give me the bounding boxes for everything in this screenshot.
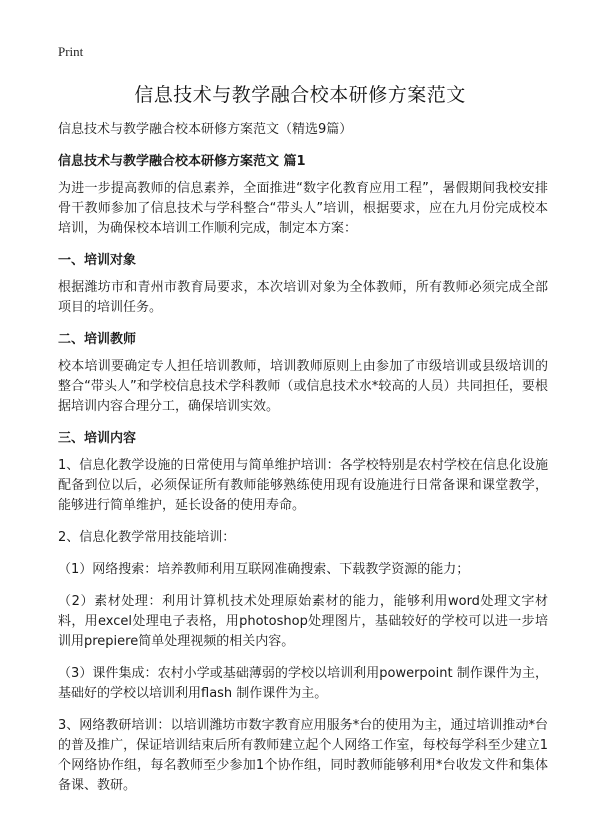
document-subtitle: 信息技术与教学融合校本研修方案范文（精选9篇）: [58, 122, 353, 137]
article-heading: 信息技术与教学融合校本研修方案范文 篇1: [58, 154, 306, 169]
page-title: 信息技术与教学融合校本研修方案范文: [134, 84, 466, 106]
intro-paragraph: 为进一步提高教师的信息素养，全面推进“数字化教育应用工程”，暑假期间我校安排骨干教师参加了信息技术与学科整合“带头人”培训，根据要求，应在九月份完成校本培训，为确保校本培训工作顺利完成，制定本方案：: [58, 181, 548, 236]
section-paragraph: （2）素材处理：利用计算机技术处理原始素材的能力，能够利用word处理文字材料，用excel处理电子表格，用photoshop处理图片，基础较好的学校可以进一步培训用prepiere简单处理视频的相关内容。: [58, 594, 548, 649]
section-paragraph: 1、信息化教学设施的日常使用与简单维护培训：各学校特别是农村学校在信息化设施配备到位以后，必须保证所有教师能够熟练使用现有设施进行日常备课和课堂教学，能够进行简单维护，延长设备的使用寿命。: [58, 458, 548, 513]
print-link[interactable]: Print: [58, 44, 84, 59]
section-heading-targets: 一、培训对象: [58, 253, 137, 268]
section-paragraph: （3）课件集成：农村小学或基础薄弱的学校以培训利用powerpoint 制作课件为主，基础好的学校以培训利用flash 制作课件为主。: [58, 666, 548, 701]
section-paragraph: （1）网络搜索：培养教师利用互联网准确搜索、下载教学资源的能力；: [58, 562, 470, 577]
section-paragraph: 2、信息化教学常用技能培训：: [58, 530, 236, 545]
section-paragraph: 校本培训要确定专人担任培训教师，培训教师原则上由参加了市级培训或县级培训的整合“带头人”和学校信息技术学科教师（或信息技术水*较高的人员）共同担任，要根据培训内容合理分工，确保培训实效。: [58, 359, 548, 414]
section-heading-content: 三、培训内容: [58, 431, 137, 446]
document-body: [58, 120, 548, 808]
section-heading-teachers: 二、培训教师: [58, 332, 137, 347]
section-paragraph: 3、网络教研培训：以培训潍坊市数字教育应用服务*台的使用为主，通过培训推动*台的普及推广，保证培训结束后所有教师建立起个人网络工作室，每校每学科至少建立1个网络协作组，每名教师至少参加1个协作组，同时教师能够利用*台收发文件和集体备课、教研。: [58, 718, 548, 793]
section-paragraph: 根据潍坊市和青州市教育局要求，本次培训对象为全体教师，所有教师必须完成全部项目的培训任务。: [58, 280, 548, 315]
